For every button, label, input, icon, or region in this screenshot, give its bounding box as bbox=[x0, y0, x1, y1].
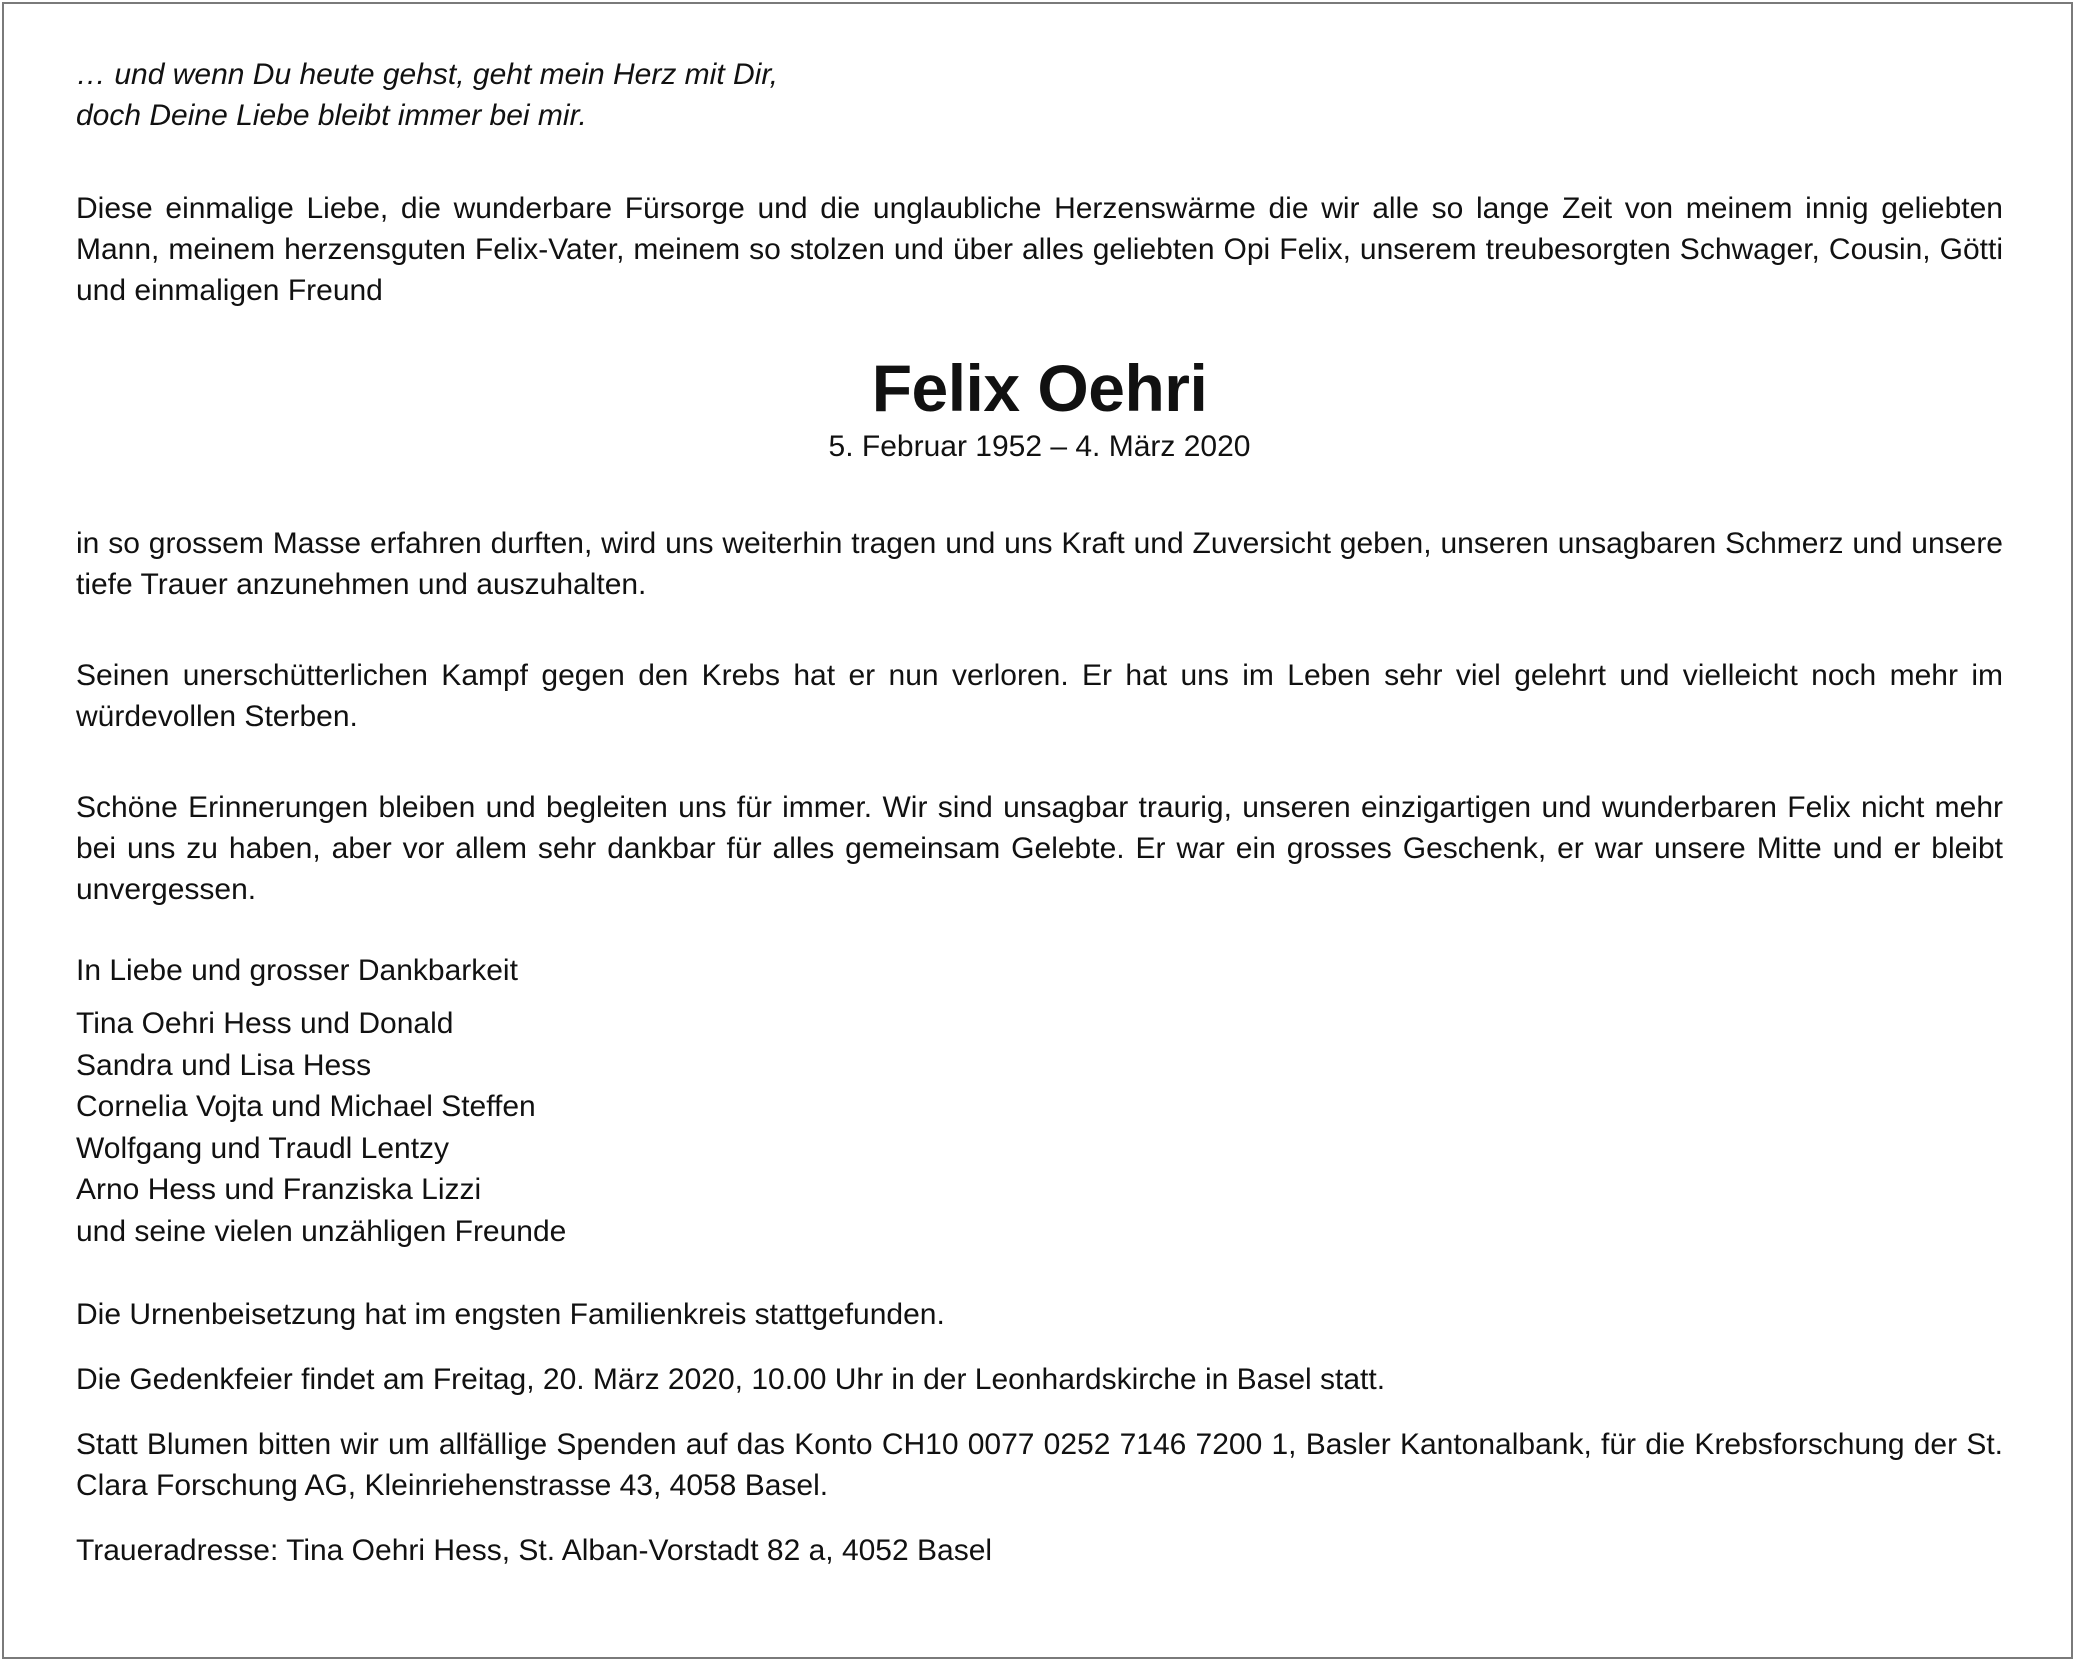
obituary-notice bbox=[76, 54, 2003, 1571]
signer: Wolfgang und Traudl Lentzy bbox=[76, 1131, 450, 1165]
paragraph-erinnerungen: Schöne Erinnerungen bleiben und begleiten uns für immer. Wir sind unsagbar traurig, unseren einzigartigen und wunderbaren Felix nicht mehr bei uns zu haben, aber vor allem sehr dankbar für alles gemeinsam Gelebte. Er war ein grosses Geschenk, er war unsere Mitte und er bleibt unvergessen. bbox=[76, 791, 2003, 906]
motto-quote bbox=[76, 54, 2003, 136]
signers-list bbox=[76, 1003, 2003, 1252]
motto-line-2: doch Deine Liebe bleibt immer bei mir. bbox=[76, 99, 587, 132]
intro-paragraph: Diese einmalige Liebe, die wunderbare Fürsorge und die unglaubliche Herzenswärme die wir alle so lange Zeit von meinem innig geliebten Mann, meinem herzensguten Felix-Vater, meinem so stolzen und über alles geliebten Opi Felix, unserem treubesorgten Schwager, Cousin, Götti und einmaligen Freund bbox=[76, 192, 2003, 307]
signer: Tina Oehri Hess und Donald bbox=[76, 1007, 454, 1040]
deceased-name: Felix Oehri bbox=[871, 351, 1208, 425]
paragraph-tragen: in so grossem Masse erfahren durften, wird uns weiterhin tragen und uns Kraft und Zuversicht geben, unseren unsagbaren Schmerz und unsere tiefe Trauer anzunehmen und auszuhalten. bbox=[76, 527, 2003, 601]
paragraph-kampf: Seinen unerschütterlichen Kampf gegen den Krebs hat er nun verloren. Er hat uns im Leben sehr viel gelehrt und vielleicht noch mehr im würdevollen Sterben. bbox=[76, 659, 2003, 733]
mourning-address: Traueradresse: Tina Oehri Hess, St. Alban-Vorstadt 82 a, 4052 Basel bbox=[76, 1534, 993, 1567]
burial-notice: Die Urnenbeisetzung hat im engsten Familienkreis stattgefunden. bbox=[76, 1298, 945, 1331]
signer: Cornelia Vojta und Michael Steffen bbox=[76, 1090, 536, 1123]
memorial-notice: Die Gedenkfeier findet am Freitag, 20. März 2020, 10.00 Uhr in der Leonhardskirche in Basel statt. bbox=[76, 1363, 1386, 1396]
life-dates: 5. Februar 1952 – 4. März 2020 bbox=[828, 430, 1251, 463]
signer: Sandra und Lisa Hess bbox=[76, 1048, 372, 1082]
motto-line-1: … und wenn Du heute gehst, geht mein Herz mit Dir, bbox=[76, 58, 779, 91]
donation-notice: Statt Blumen bitten wir um allfällige Spenden auf das Konto CH10 0077 0252 7146 7200 1, Basler Kantonalbank, für die Krebsforschung der St. Clara Forschung AG, Kleinriehenstrasse 43, 4058 Basel. bbox=[76, 1428, 2003, 1502]
signer: Arno Hess und Franziska Lizzi bbox=[76, 1173, 482, 1206]
closing-line: In Liebe und grosser Dankbarkeit bbox=[76, 954, 518, 987]
signer: und seine vielen unzähligen Freunde bbox=[76, 1214, 567, 1248]
